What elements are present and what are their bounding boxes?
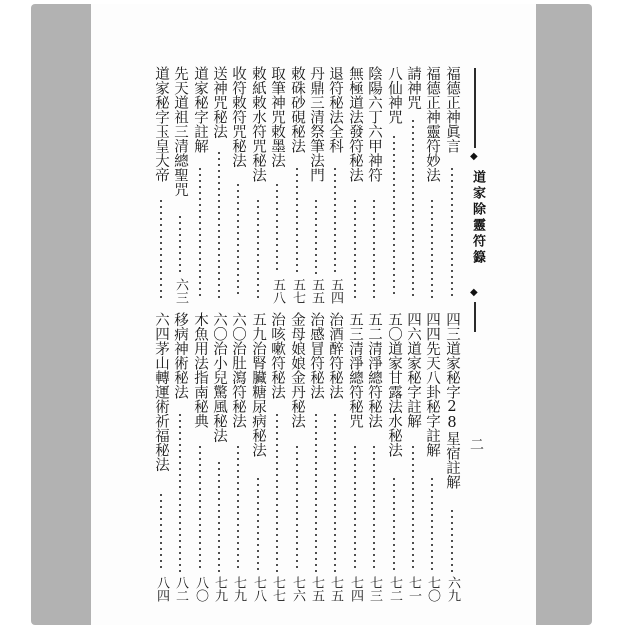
- toc_top-entry-title: 無極道法發符秘法: [347, 66, 363, 182]
- toc_bottom-entry-title: 六〇治肚瀉符秘法: [230, 312, 246, 428]
- toc_bottom-leader-dots: [315, 412, 317, 572]
- toc_bottom-entry-page: 七四: [348, 576, 363, 602]
- toc_top-leader-dots: [451, 166, 453, 298]
- header-ornament-top: ◆: [470, 151, 478, 162]
- toc_bottom-entry-page: 七九: [231, 576, 246, 602]
- toc_bottom-leader-dots: [354, 444, 356, 572]
- toc_top-leader-dots: [237, 182, 239, 298]
- toc_top-entry-title: 收符敕符咒秘法: [230, 66, 246, 168]
- toc_bottom-leader-dots: [431, 476, 433, 572]
- toc_bottom-leader-dots: [334, 412, 336, 572]
- toc_top-leader-dots: [412, 118, 414, 298]
- toc_top-entry-page: 六三: [173, 278, 188, 304]
- toc_bottom-leader-dots: [199, 444, 201, 572]
- toc_bottom-entry-title: 五〇道家甘露法水秘法: [386, 312, 402, 457]
- toc_bottom-leader-dots: [296, 444, 298, 572]
- toc_top-entry-title: 請神咒: [405, 66, 421, 110]
- toc_bottom-leader-dots: [373, 444, 375, 572]
- toc_bottom-entry-page: 七六: [290, 576, 305, 602]
- toc_top-entry-title: 取筆神咒敕墨法: [269, 66, 285, 168]
- header-rule-top: [474, 68, 476, 148]
- toc_top-leader-dots: [354, 198, 356, 298]
- toc_top-leader-dots: [334, 166, 336, 274]
- toc_bottom-entry-title: 治感冒符秘法: [308, 312, 324, 399]
- toc_top-leader-dots: [218, 150, 220, 298]
- toc_bottom-entry-page: 七一: [406, 576, 421, 602]
- toc_bottom-entry-title: 四四先天八卦秘字註解: [424, 312, 440, 457]
- toc_bottom-entry-page: 七五: [309, 576, 324, 602]
- toc_bottom-leader-dots: [218, 460, 220, 572]
- toc_top-leader-dots: [160, 198, 162, 298]
- toc_bottom-entry-page: 七三: [367, 576, 382, 602]
- toc_bottom-leader-dots: [237, 444, 239, 572]
- toc_bottom-entry-page: 七八: [251, 576, 266, 602]
- toc_bottom-leader-dots: [257, 476, 259, 572]
- toc_top-entry-title: 退符秘法全科: [327, 66, 343, 153]
- toc_bottom-entry-title: 六四茅山轉運術祈福秘法: [153, 312, 169, 472]
- toc_top-leader-dots: [315, 198, 317, 274]
- toc_top-entry-title: 送神咒秘法: [211, 66, 227, 139]
- toc_bottom-entry-page: 八四: [154, 576, 169, 602]
- toc_top-entry-title: 道家秘字玉皇大帝: [153, 66, 169, 182]
- toc_bottom-entry-title: 木魚用法指南秘典: [192, 312, 208, 428]
- toc_bottom-entry-title: 金母娘娘金丹秘法: [289, 312, 305, 428]
- header-ornament-bottom: ◆: [470, 287, 478, 298]
- toc_top-leader-dots: [199, 166, 201, 298]
- toc_top-leader-dots: [296, 166, 298, 274]
- toc_top-entry-title: 福德正神靈符妙法: [424, 66, 440, 182]
- toc_top-entry-title: 福德正神眞言: [444, 66, 460, 153]
- toc_top-entry-page: 五五: [309, 278, 324, 304]
- toc_bottom-entry-page: 七七: [270, 576, 285, 602]
- toc_top-leader-dots: [431, 198, 433, 298]
- toc_bottom-entry-page: 七〇: [425, 576, 440, 602]
- toc_top-leader-dots: [373, 198, 375, 298]
- toc_top-entry-title: 敕硃砂硯秘法: [289, 66, 305, 153]
- toc_top-leader-dots: [393, 134, 395, 298]
- toc_bottom-entry-title: 五九治腎臟糖尿病秘法: [250, 312, 266, 457]
- toc_bottom-leader-dots: [393, 476, 395, 572]
- toc_bottom-entry-page: 六九: [445, 576, 460, 602]
- toc_bottom-entry-title: 治咳嗽符秘法: [269, 312, 285, 399]
- toc_top-entry-title: 八仙神咒: [386, 66, 402, 124]
- toc_bottom-entry-title: 移病神術秘法: [172, 312, 188, 399]
- toc_bottom-leader-dots: [179, 412, 181, 572]
- toc_top-entry-title: 敕紙敕水符咒秘法: [250, 66, 266, 182]
- toc_top-entry-title: 道家秘字註解: [192, 66, 208, 153]
- toc_top-entry-title: 先天道祖三清總聖咒: [172, 66, 188, 197]
- page-number: 二: [468, 437, 484, 451]
- toc_bottom-entry-title: 五二清淨總符秘法: [366, 312, 382, 428]
- toc_top-leader-dots: [276, 182, 278, 274]
- toc_top-entry-title: 陰陽六丁六甲神符: [366, 66, 382, 182]
- toc_bottom-leader-dots: [451, 508, 453, 572]
- toc_bottom-leader-dots: [276, 412, 278, 572]
- toc_bottom-entry-page: 七二: [387, 576, 402, 602]
- toc_top-entry-page: 五八: [270, 278, 285, 304]
- toc_bottom-leader-dots: [160, 492, 162, 572]
- toc_top-entry-page: 五四: [328, 278, 343, 304]
- header-rule-bottom: [474, 302, 476, 332]
- toc_bottom-entry-title: 四六道家秘字註解: [405, 312, 421, 428]
- toc_bottom-entry-title: 六〇治小兒驚風秘法: [211, 312, 227, 443]
- toc_bottom-leader-dots: [412, 444, 414, 572]
- toc_bottom-entry-title: 四三道家秘字28星宿註解: [444, 312, 460, 489]
- toc_top-leader-dots: [257, 198, 259, 298]
- toc_top-entry-title: 丹鼎三清祭筆法門: [308, 66, 324, 182]
- toc_bottom-entry-page: 七九: [212, 576, 227, 602]
- toc_bottom-entry-page: 八〇: [193, 576, 208, 602]
- toc_bottom-entry-title: 治酒醉符秘法: [327, 312, 343, 399]
- toc_bottom-entry-page: 八二: [173, 576, 188, 602]
- running-header-title: 道家除靈符籙: [470, 170, 485, 266]
- toc_top-entry-page: 五七: [290, 278, 305, 304]
- toc_top-leader-dots: [179, 214, 181, 274]
- toc_bottom-entry-title: 五三清淨總符秘咒: [347, 312, 363, 428]
- toc_bottom-entry-page: 七五: [328, 576, 343, 602]
